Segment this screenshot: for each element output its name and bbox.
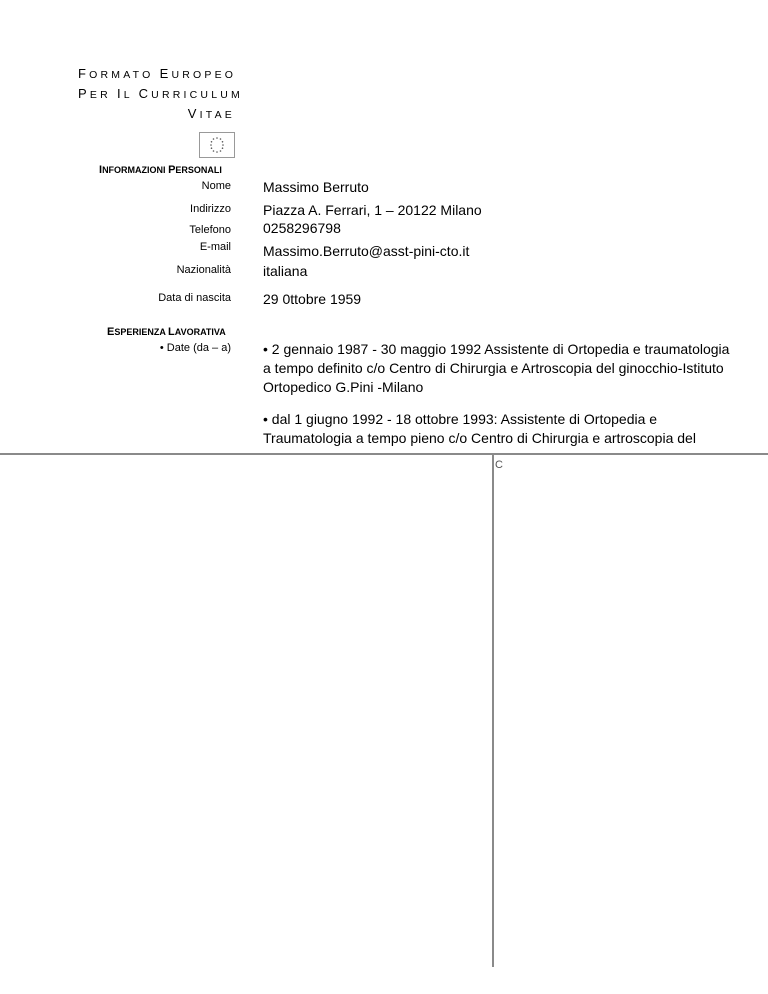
title-line-1 [78, 66, 236, 81]
title-text-3: VITAE [187, 106, 235, 121]
label-email: E-mail [199, 241, 231, 253]
page-divider-horizontal [0, 453, 768, 455]
title-line-2 [78, 86, 243, 101]
value-telefono: 0258296798 [263, 220, 341, 236]
title-text-1: FORMATO EUROPEO [78, 66, 237, 81]
label-data-nascita: Data di nascita [158, 292, 231, 304]
personal-info-heading [99, 164, 222, 176]
eu-stars-icon [200, 133, 234, 157]
title-line-3 [188, 106, 235, 121]
value-nazionalita: italiana [263, 263, 308, 279]
value-email: Massimo.Berruto@asst-pini-cto.it [263, 243, 470, 259]
page-divider-vertical [492, 455, 494, 967]
fragment-mark: C [495, 459, 503, 471]
label-nazionalita: Nazionalità [176, 264, 231, 276]
personal-info-heading-text: INFORMAZIONI PERSONALI [99, 164, 222, 176]
value-indirizzo: Piazza A. Ferrari, 1 – 20122 Milano [263, 202, 482, 218]
experience-entry-2: • dal 1 giugno 1992 - 18 ottobre 1993: Assistente di Ortopedia e Traumatologia a tempo pieno c/o Centro di Chirurgia e artroscopia del [263, 411, 696, 446]
label-date: • Date (da – a) [159, 342, 231, 354]
experience-entry-1: • 2 gennaio 1987 - 30 maggio 1992 Assistente di Ortopedia e traumatologia a tempo definito c/o Centro di Chirurgia e Artroscopia del ginocchio-Istituto Ortopedico G.Pini -Milano [263, 341, 730, 395]
eu-flag-icon [199, 132, 235, 158]
label-nome: Nome [201, 180, 231, 192]
label-indirizzo: Indirizzo [190, 203, 231, 215]
title-text-2: PER IL CURRICULUM [78, 86, 243, 101]
value-data-nascita: 29 0ttobre 1959 [263, 291, 362, 307]
value-nome: Massimo Berruto [263, 179, 369, 195]
experience-heading-text: ESPERIENZA LAVORATIVA [107, 326, 226, 338]
label-telefono: Telefono [189, 224, 231, 236]
experience-heading [107, 326, 226, 338]
